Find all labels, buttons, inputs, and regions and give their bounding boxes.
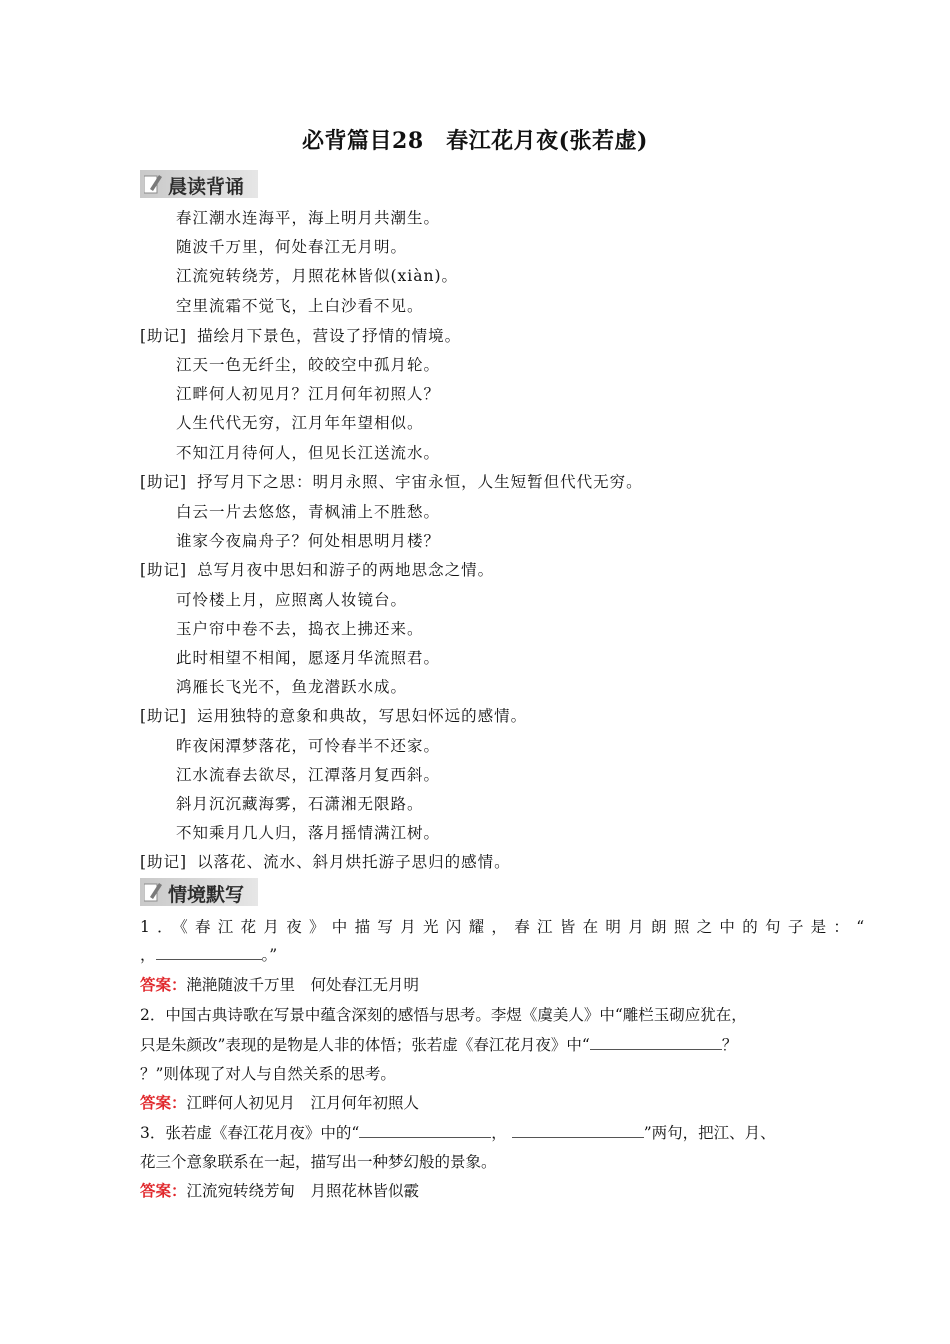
answer-3: [140, 1179, 419, 1201]
poem-line: 斜月沉沉藏海雾，石潇湘无限路。: [176, 795, 424, 813]
poem-line: 江畔何人初见月？江月何年初照人？: [176, 385, 441, 403]
punctuation: 。”: [261, 946, 278, 964]
question-2-line-1: 2．中国古典诗歌在写景中蕴含深刻的感悟与思考。李煜《虞美人》中“雕栏玉砌应犹在，: [140, 1006, 747, 1024]
mnemonic-note: [140, 324, 461, 346]
note-tag: [助记]: [140, 327, 188, 345]
note-text: 总写月夜中思妇和游子的两地思念之情。: [197, 561, 495, 579]
question-text: 3．张若虚《春江花月夜》中的“: [140, 1124, 360, 1142]
note-text: 抒写月下之思：明月永照、宇宙永恒，人生短暂但代代无穷。: [197, 473, 643, 491]
note-tag: [助记]: [140, 853, 188, 871]
poem-line: 春江潮水连海平，海上明月共潮生。: [176, 209, 441, 227]
pen-icon: [144, 173, 162, 195]
question-1-line-1: 1．《春江花月夜》中描写月光闪耀，春江皆在明月朗照之中的句子是：“: [140, 918, 872, 936]
page-title: 必背篇目28 春江花月夜(张若虚): [302, 128, 648, 154]
mnemonic-note: [140, 470, 643, 492]
poem-line: 此时相望不相闻，愿逐月华流照君。: [176, 649, 441, 667]
question-3-line-2: 花三个意象联系在一起，描写出一种梦幻般的景象。: [140, 1153, 497, 1171]
answer-text: 江流宛转绕芳甸 月照花林皆似霰: [186, 1182, 420, 1200]
note-tag: [助记]: [140, 561, 188, 579]
answer-blank[interactable]: [512, 1123, 644, 1138]
punctuation: ，: [140, 946, 156, 964]
poem-line: 玉户帘中卷不去，捣衣上拂还来。: [176, 620, 424, 638]
section-header-dictation: [140, 878, 258, 906]
answer-text: 滟滟随波千万里 何处春江无月明: [186, 976, 420, 994]
answer-label: 答案：: [140, 1181, 187, 1200]
note-text: 运用独特的意象和典故，写思妇怀远的感情。: [197, 707, 528, 725]
question-1-line-2: [140, 943, 820, 965]
section-title: 晨读背诵: [168, 176, 245, 198]
poem-line: 随波千万里，何处春江无月明。: [176, 238, 408, 256]
poem-line: 人生代代无穷，江月年年望相似。: [176, 414, 424, 432]
poem-line: 不知江月待何人，但见长江送流水。: [176, 444, 441, 462]
answer-text: 江畔何人初见月 江月何年初照人: [186, 1094, 420, 1112]
mnemonic-note: [140, 558, 494, 580]
question-2-line-3: ？”则体现了对人与自然关系的思考。: [140, 1065, 396, 1083]
note-text: 以落花、流水、斜月烘托游子思归的感情。: [197, 853, 511, 871]
section-header-reading: [140, 170, 258, 198]
note-tag: [助记]: [140, 707, 188, 725]
answer-1: [140, 973, 419, 995]
punctuation: ？: [721, 1036, 738, 1054]
question-3-line-1: [140, 1121, 820, 1143]
question-2-line-2: [140, 1033, 820, 1055]
answer-blank[interactable]: [359, 1123, 491, 1138]
poem-line: 江水流春去欲尽，江潭落月复西斜。: [176, 766, 441, 784]
poem-line: 可怜楼上月，应照离人妆镜台。: [176, 591, 408, 609]
question-text: 只是朱颜改”表现的是物是人非的体悟；张若虚《春江花月夜》中“: [140, 1036, 590, 1054]
answer-2: [140, 1091, 419, 1113]
punctuation: ，: [491, 1124, 507, 1142]
poem-line: 昨夜闲潭梦落花，可怜春半不还家。: [176, 737, 441, 755]
note-text: 描绘月下景色，营设了抒情的情境。: [197, 327, 462, 345]
poem-line: 江流宛转绕芳，月照花林皆似(xiàn)。: [176, 267, 459, 285]
section-title: 情境默写: [168, 884, 245, 906]
note-tag: [助记]: [140, 473, 188, 491]
question-text: ”两句，把江、月、: [643, 1124, 776, 1142]
poem-line: 谁家今夜扁舟子？何处相思明月楼？: [176, 532, 441, 550]
mnemonic-note: [140, 704, 527, 726]
answer-label: 答案：: [140, 975, 187, 994]
poem-line: 白云一片去悠悠，青枫浦上不胜愁。: [176, 503, 441, 521]
pen-icon: [144, 881, 162, 903]
poem-line: 空里流霜不觉飞，上白沙看不见。: [176, 297, 424, 315]
poem-line: 不知乘月几人归，落月摇情满江树。: [176, 824, 441, 842]
answer-label: 答案：: [140, 1093, 187, 1112]
poem-line: 鸿雁长飞光不，鱼龙潜跃水成。: [176, 678, 408, 696]
answer-blank[interactable]: [156, 945, 262, 960]
poem-line: 江天一色无纤尘，皎皎空中孤月轮。: [176, 356, 441, 374]
answer-blank[interactable]: [590, 1035, 722, 1050]
mnemonic-note: [140, 850, 511, 872]
